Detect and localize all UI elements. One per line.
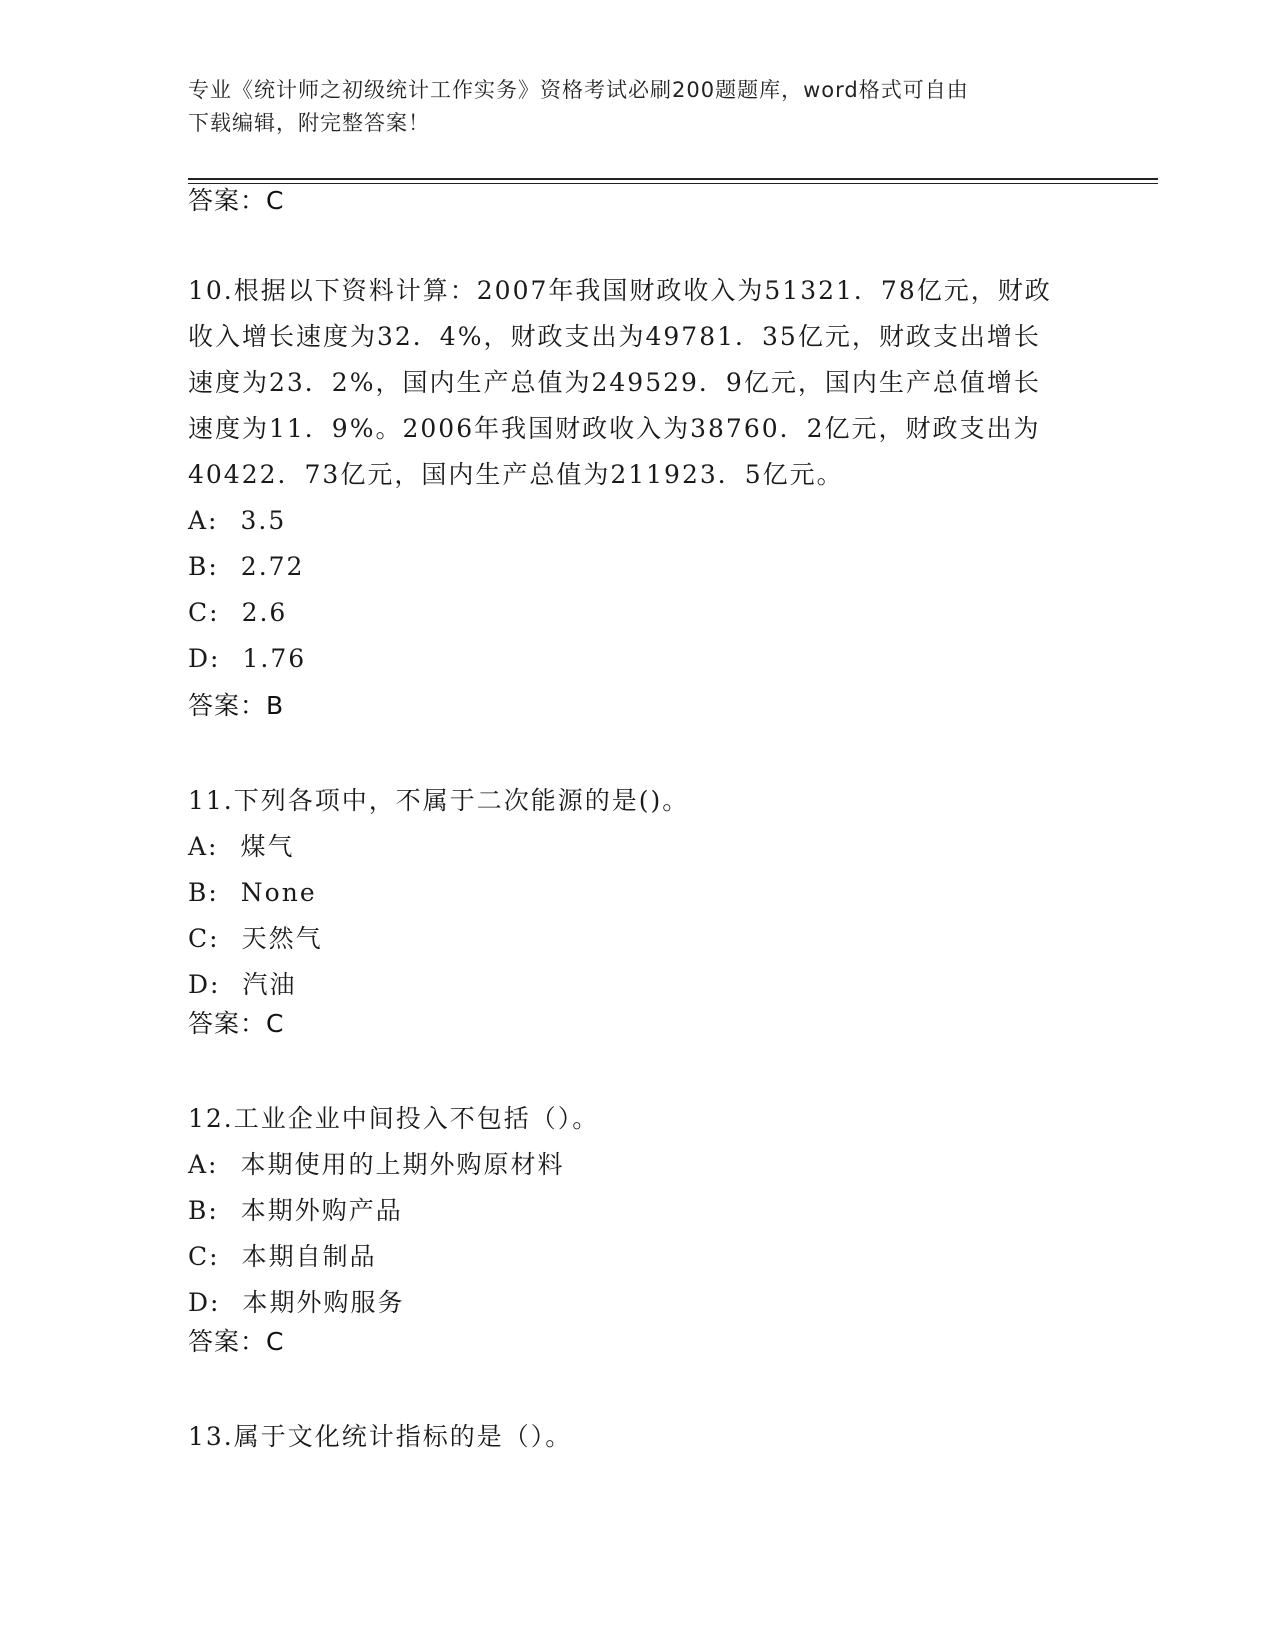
option-d <box>188 636 1088 682</box>
option-letter: B: <box>188 1196 219 1225</box>
option-a <box>188 824 1088 870</box>
option-b <box>188 544 1088 590</box>
question-text-line: 12.工业企业中间投入不包括（）。 <box>188 1104 600 1133</box>
question-text-line: 速度为23．2%，国内生产总值为249529．9亿元，国内生产总值增长 <box>188 368 1041 397</box>
option-text: 本期外购服务 <box>242 1288 405 1317</box>
option-letter: C: <box>188 1242 220 1271</box>
option-text: 本期自制品 <box>241 1242 377 1271</box>
document-header <box>188 74 1088 140</box>
option-letter: B: <box>188 552 219 581</box>
question-text-line: 速度为11．9%。2006年我国财政收入为38760．2亿元，财政支出为 <box>188 414 1041 443</box>
answer-q12: 答案：C <box>188 1327 285 1356</box>
option-c <box>188 590 1088 636</box>
option-text: 汽油 <box>242 970 297 999</box>
question-text-line: 收入增长速度为32．4%，财政支出为49781．35亿元，财政支出增长 <box>188 322 1041 351</box>
option-a <box>188 1142 1088 1188</box>
option-b <box>188 870 1088 916</box>
option-text: 本期使用的上期外购原材料 <box>240 1150 565 1179</box>
question-text-line: 11.下列各项中，不属于二次能源的是()。 <box>188 786 690 815</box>
option-d <box>188 1280 1088 1326</box>
option-text: 3.5 <box>240 506 287 535</box>
option-letter: A: <box>188 832 219 861</box>
header-line-1: 专业《统计师之初级统计工作实务》资格考试必刷200题题库，word格式可自由 <box>188 78 969 102</box>
option-text: 天然气 <box>241 924 323 953</box>
option-text: 2.6 <box>241 598 288 627</box>
option-letter: C: <box>188 924 220 953</box>
option-text: 煤气 <box>240 832 295 861</box>
header-line-2: 下载编辑，附完整答案！ <box>188 111 430 135</box>
answer-q10: 答案：B <box>188 691 285 720</box>
option-text: 2.72 <box>240 552 305 581</box>
option-letter: A: <box>188 506 219 535</box>
question-text-line: 13.属于文化统计指标的是（）。 <box>188 1422 573 1451</box>
option-letter: B: <box>188 878 219 907</box>
answer-prev: 答案：C <box>188 186 285 215</box>
option-d <box>188 962 1088 1008</box>
answer-q11: 答案：C <box>188 1009 285 1038</box>
option-letter: D: <box>188 970 221 999</box>
option-letter: A: <box>188 1150 219 1179</box>
question-13 <box>188 1414 1088 1460</box>
option-text: 本期外购产品 <box>240 1196 403 1225</box>
question-11 <box>188 778 1088 1008</box>
header-divider-thick <box>188 178 1158 180</box>
option-a <box>188 498 1088 544</box>
option-letter: C: <box>188 598 220 627</box>
question-12 <box>188 1096 1088 1326</box>
option-letter: D: <box>188 1288 221 1317</box>
question-text-line: 40422．73亿元，国内生产总值为211923．5亿元。 <box>188 460 844 489</box>
option-text: None <box>240 878 317 907</box>
option-letter: D: <box>188 644 221 673</box>
option-text: 1.76 <box>242 644 307 673</box>
header-divider-thin <box>188 183 1158 184</box>
question-10 <box>188 268 1088 682</box>
option-c <box>188 1234 1088 1280</box>
option-c <box>188 916 1088 962</box>
option-b <box>188 1188 1088 1234</box>
question-text-line: 10.根据以下资料计算：2007年我国财政收入为51321．78亿元，财政 <box>188 276 1052 305</box>
